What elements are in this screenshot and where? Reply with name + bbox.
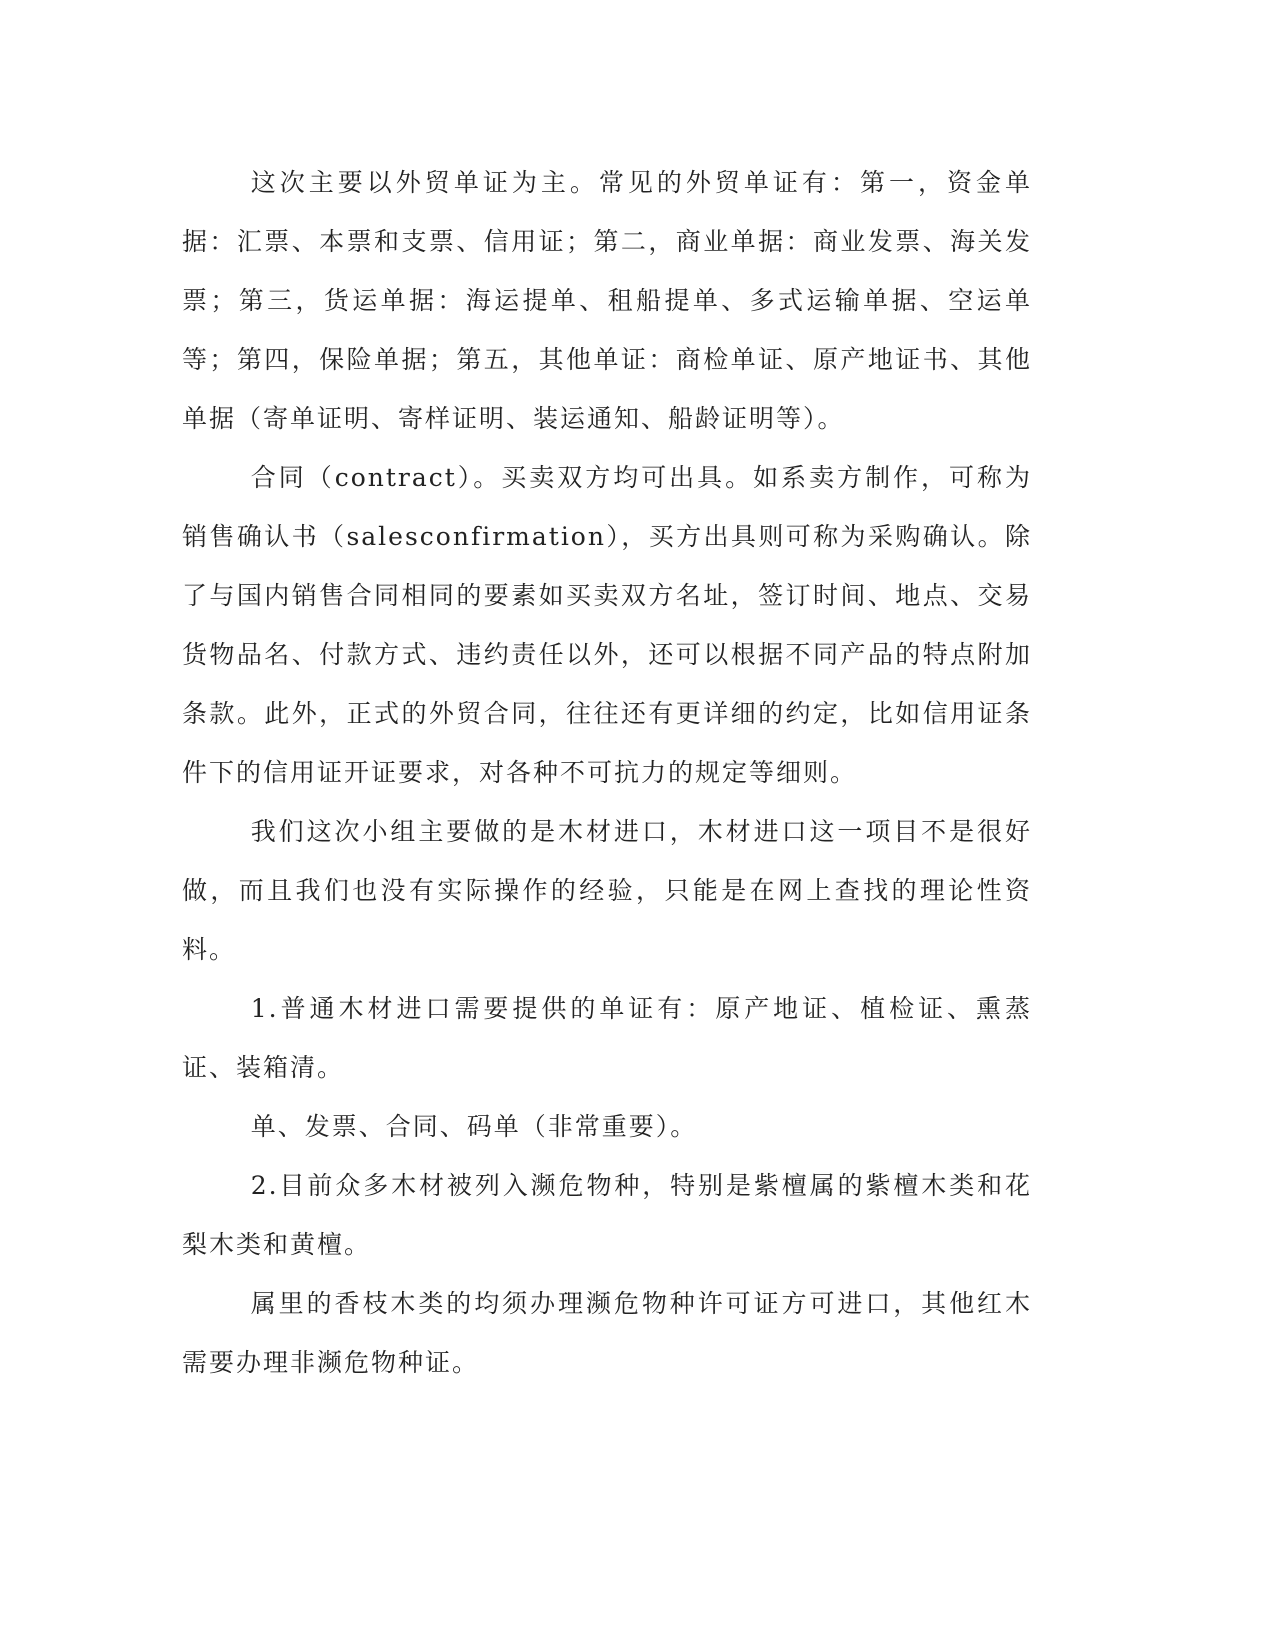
paragraph-item-1: 1.普通木材进口需要提供的单证有：原产地证、植检证、熏蒸证、装箱清。 (182, 994, 1032, 1082)
paragraph-item-2-continued: 属里的香枝木类的均须办理濒危物种许可证方可进口，其他红木需要办理非濒危物种证。 (182, 1289, 1032, 1377)
paragraph-item-1-continued: 单、发票、合同、码单（非常重要）。 (250, 1112, 698, 1141)
paragraph-contract: 合同（contract）。买卖双方均可出具。如系卖方制作，可称为销售确认书（salesconfirmation），买方出具则可称为采购确认。除了与国内销售合同相同的要素如买卖双方名址，签订时间、地点、交易货物品名、付款方式、违约责任以外，还可以根据不同产品的特点附加条款。此外，正式的外贸合同，往往还有更详细的约定，比如信用证条件下的信用证开证要求，对各种不可抗力的规定等细则。 (182, 463, 1032, 787)
paragraph-trade-documents: 这次主要以外贸单证为主。常见的外贸单证有：第一，资金单据：汇票、本票和支票、信用证；第二，商业单据：商业发票、海关发票；第三，货运单据：海运提单、租船提单、多式运输单据、空运单等；第四，保险单据；第五，其他单证：商检单证、原产地证书、其他单据（寄单证明、寄样证明、装运通知、船龄证明等）。 (182, 168, 1032, 433)
paragraph-timber-import: 我们这次小组主要做的是木材进口，木材进口这一项目不是很好做，而且我们也没有实际操作的经验，只能是在网上查找的理论性资料。 (182, 817, 1032, 964)
document-body (182, 153, 1032, 1392)
paragraph-item-2: 2.目前众多木材被列入濒危物种，特别是紫檀属的紫檀木类和花梨木类和黄檀。 (182, 1171, 1032, 1259)
